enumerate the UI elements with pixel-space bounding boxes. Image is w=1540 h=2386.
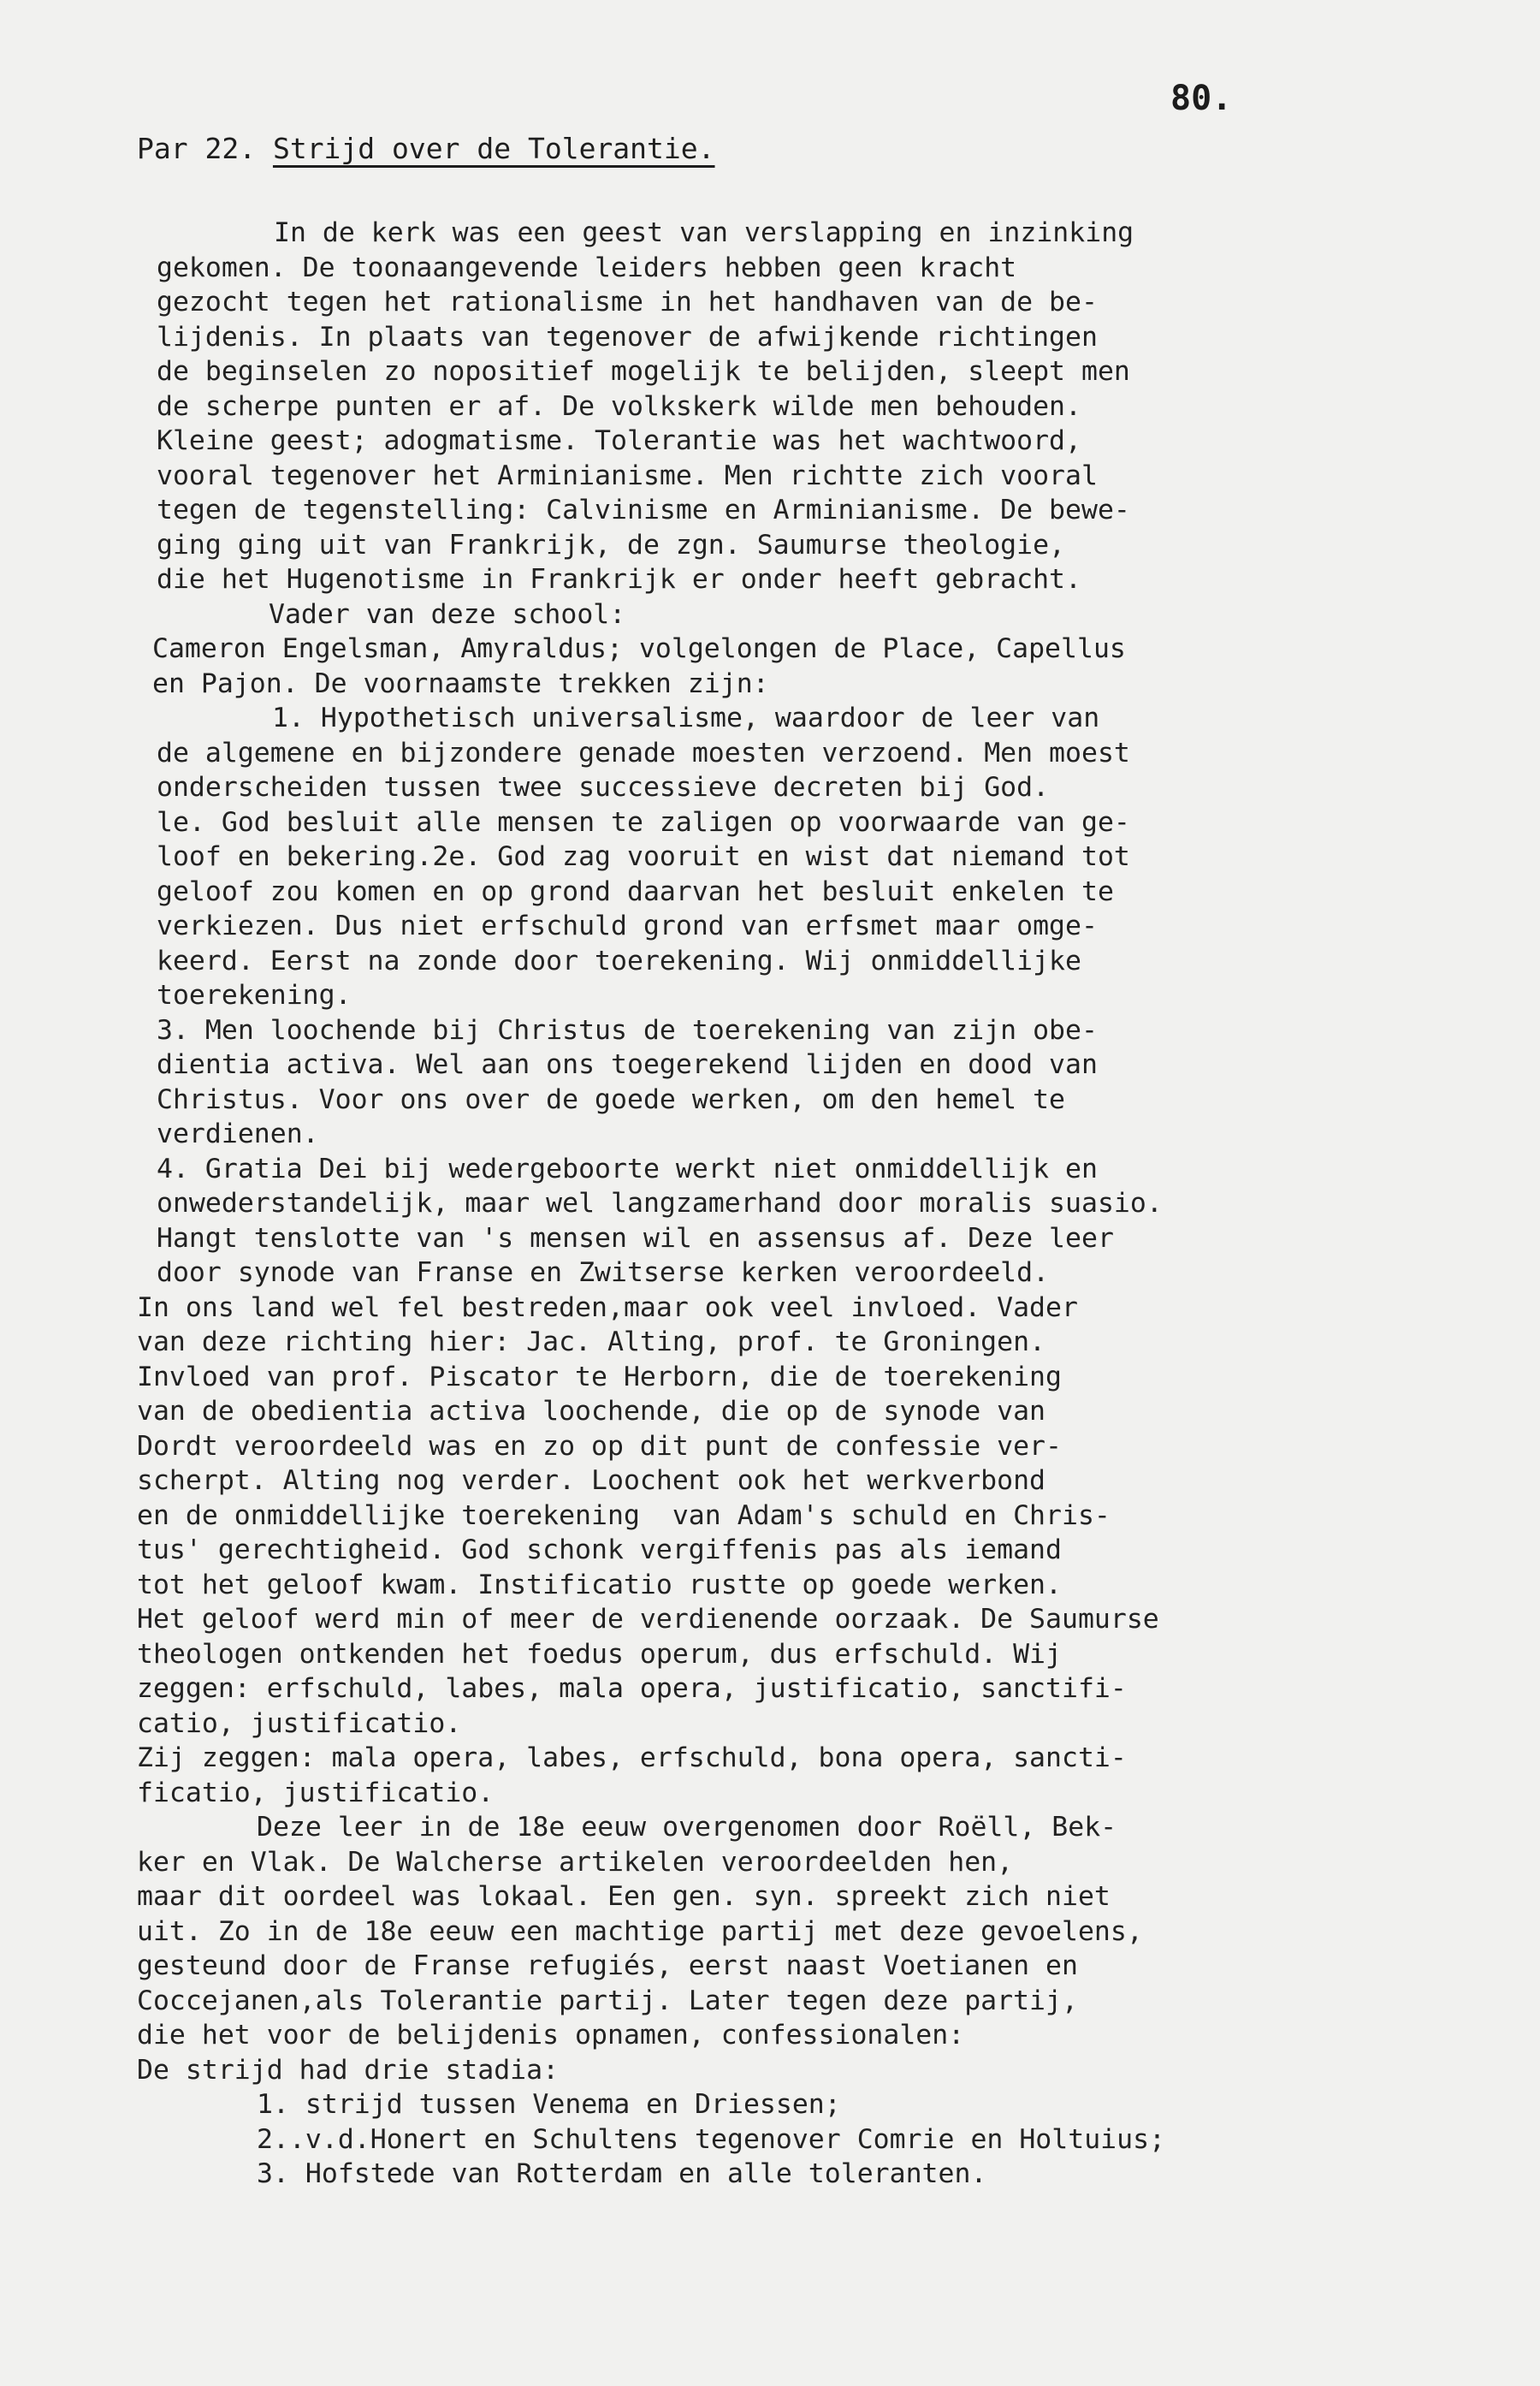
text-line: loof en bekering.2e. God zag vooruit en wist dat niemand tot — [157, 841, 1130, 872]
text-line: gesteund door de Franse refugiés, eerst naast Voetianen en — [137, 1950, 1078, 1981]
text-line: Hangt tenslotte van 's mensen wil en assensus af. Deze leer — [157, 1222, 1114, 1254]
section-title: Strijd over de Tolerantie. — [272, 132, 715, 165]
text-line: scherpt. Alting nog verder. Loochent ook het werkverbond — [137, 1465, 1046, 1496]
text-line: vooral tegenover het Arminianisme. Men richtte zich vooral — [157, 460, 1098, 491]
text-line: 2..v.d.Honert en Schultens tegenover Comrie en Holtuius; — [257, 2123, 1166, 2155]
text-line: en Pajon. De voornaamste trekken zijn: — [152, 668, 769, 699]
section-heading — [137, 132, 715, 165]
text-line: zeggen: erfschuld, labes, mala opera, justificatio, sanctifi- — [137, 1673, 1127, 1704]
text-line: Dordt veroordeeld was en zo op dit punt de confessie ver- — [137, 1430, 1062, 1462]
text-line: de scherpe punten er af. De volkskerk wilde men behouden. — [157, 390, 1081, 422]
text-line: 1. strijd tussen Venema en Driessen; — [257, 2089, 841, 2120]
text-line: Cameron Engelsman, Amyraldus; volgelongen de Place, Capellus — [152, 633, 1126, 664]
text-line: In de kerk was een geest van verslapping en inzinking — [274, 217, 1134, 248]
text-line: tegen de tegenstelling: Calvinisme en Arminianisme. De bewe- — [157, 495, 1130, 525]
text-line: Deze leer in de 18e eeuw overgenomen door Roëll, Bek- — [257, 1812, 1117, 1843]
text-line: verkiezen. Dus niet erfschuld grond van erfsmet maar omge- — [157, 911, 1098, 941]
text-line: keerd. Eerst na zonde door toerekening. Wij onmiddellijke — [157, 945, 1081, 976]
text-line: geloof zou komen en op grond daarvan het besluit enkelen te — [157, 875, 1114, 907]
text-line: onwederstandelijk, maar wel langzamerhand door moralis suasio. — [157, 1188, 1163, 1219]
text-line: Vader van deze school: — [269, 598, 626, 630]
text-line: catio, justificatio. — [137, 1707, 462, 1739]
text-line: 1. Hypothetisch universalisme, waardoor de leer van — [272, 703, 1100, 733]
text-line: lijdenis. In plaats van tegenover de afwijkende richtingen — [157, 321, 1098, 353]
text-line: die het Hugenotisme in Frankrijk er onder heeft gebracht. — [157, 564, 1081, 595]
text-line: Christus. Voor ons over de goede werken, om den hemel te — [157, 1083, 1066, 1115]
text-line: 3. Men loochende bij Christus de toerekening van zijn obe- — [157, 1014, 1098, 1046]
text-line: onderscheiden tussen twee successieve decreten bij God. — [157, 772, 1050, 803]
text-line: ficatio, justificatio. — [137, 1777, 495, 1808]
text-line: 4. Gratia Dei bij wedergeboorte werkt niet onmiddellijk en — [157, 1153, 1098, 1184]
text-line: De strijd had drie stadia: — [137, 2054, 560, 2086]
text-line: uit. Zo in de 18e eeuw een machtige partij met deze gevoelens, — [137, 1915, 1143, 1947]
text-line: tus' gerechtigheid. God schonk vergiffenis pas als iemand — [137, 1534, 1062, 1565]
text-line: ging ging uit van Frankrijk, de zgn. Saumurse theologie, — [157, 529, 1066, 561]
text-line: Kleine geest; adogmatisme. Tolerantie was het wachtwoord, — [157, 425, 1081, 456]
text-line: maar dit oordeel was lokaal. Een gen. syn. spreekt zich niet — [137, 1881, 1111, 1912]
text-line: van deze richting hier: Jac. Alting, prof. te Groningen. — [137, 1327, 1046, 1357]
text-line: 3. Hofstede van Rotterdam en alle toleranten. — [257, 2158, 987, 2189]
text-line: gekomen. De toonaangevende leiders hebben geen kracht — [157, 252, 1017, 283]
text-line: verdienen. — [157, 1119, 319, 1149]
text-line: ker en Vlak. De Walcherse artikelen veroordeelden hen, — [137, 1846, 1014, 1878]
text-line: theologen ontkenden het foedus operum, dus erfschuld. Wij — [137, 1638, 1062, 1670]
body-text — [0, 216, 1540, 2192]
page-number: 80. — [1170, 79, 1233, 118]
text-line: van de obedientia activa loochende, die op de synode van — [137, 1396, 1046, 1427]
text-line: tot het geloof kwam. Instificatio rustte op goede werken. — [137, 1569, 1062, 1600]
section-label: Par 22. — [137, 132, 257, 165]
text-line: dientia activa. Wel aan ons toegerekend lijden en dood van — [157, 1049, 1098, 1080]
text-line: Het geloof werd min of meer de verdienende oorzaak. De Saumurse — [137, 1604, 1159, 1635]
text-line: Coccejanen,als Tolerantie partij. Later tegen deze partij, — [137, 1985, 1078, 2016]
text-line: en de onmiddellijke toerekening van Adam's schuld en Chris- — [137, 1499, 1111, 1531]
text-line: Invloed van prof. Piscator te Herborn, die de toerekening — [137, 1361, 1062, 1392]
text-line: toerekening. — [157, 980, 352, 1011]
text-line: le. God besluit alle mensen te zaligen op voorwaarde van ge- — [157, 806, 1130, 838]
text-line: die het voor de belijdenis opnamen, confessionalen: — [137, 2020, 965, 2051]
text-line: gezocht tegen het rationalisme in het handhaven van de be- — [157, 287, 1098, 318]
text-line: In ons land wel fel bestreden,maar ook veel invloed. Vader — [137, 1291, 1078, 1323]
text-line: Zij zeggen: mala opera, labes, erfschuld, bona opera, sancti- — [137, 1742, 1127, 1773]
text-line: de beginselen zo nopositief mogelijk te belijden, sleept men — [157, 356, 1130, 387]
text-line: door synode van Franse en Zwitserse kerken veroordeeld. — [157, 1257, 1050, 1288]
text-line: de algemene en bijzondere genade moesten verzoend. Men moest — [157, 737, 1130, 769]
